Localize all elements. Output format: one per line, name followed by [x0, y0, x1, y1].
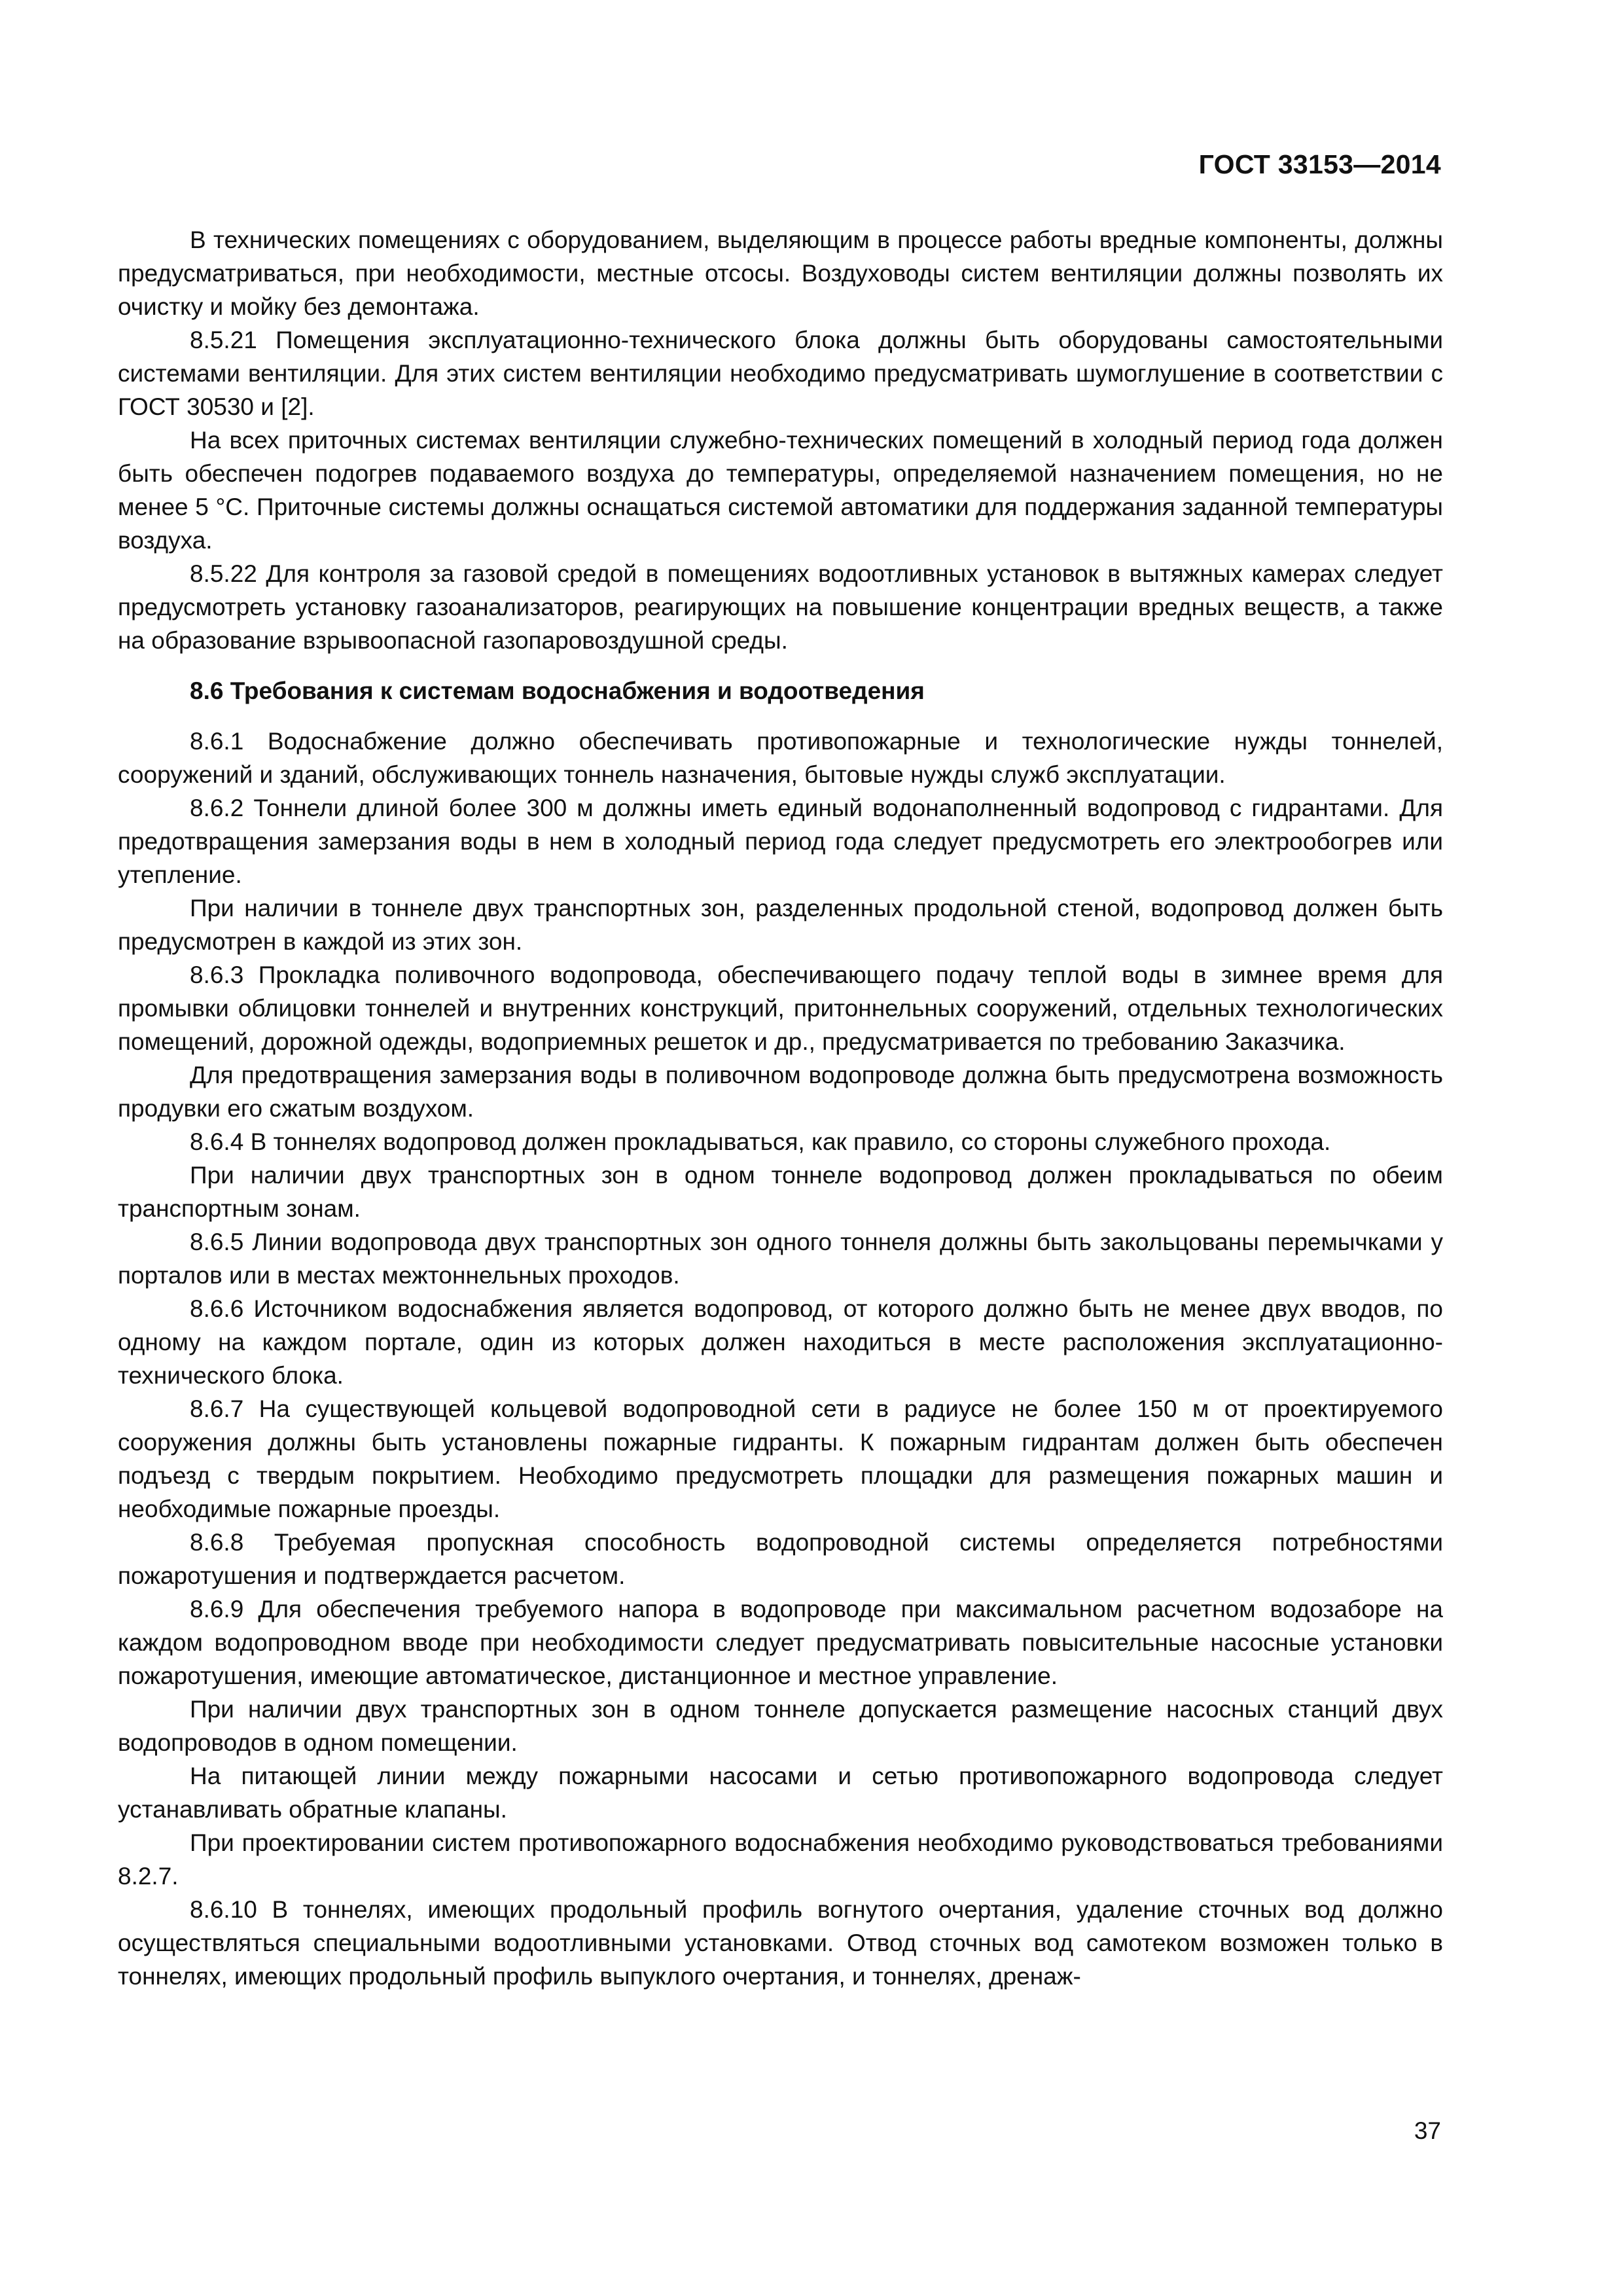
paragraph: На всех приточных системах вентиляции служебно-технических помещений в холодный период года должен быть обеспечен подогрев подаваемого воздуха до температуры, определяемой назначением помещения, но не менее 5 °С. Приточные системы должны оснащаться системой автоматики для поддержания заданной температуры воздуха.: [118, 427, 1443, 554]
document-header: ГОСТ 33153—2014: [1198, 149, 1441, 179]
paragraph: 8.6.9 Для обеспечения требуемого напора в водопроводе при максимальном расчетном водозаборе на каждом водопроводном вводе при необходимости следует предусматривать повысительные насосные установки пожаротушения, имеющие автоматическое, дистанционное и местное управление.: [118, 1596, 1443, 1689]
paragraph: 8.6.7 На существующей кольцевой водопроводной сети в радиусе не более 150 м от проектируемого сооружения должны быть установлены пожарные гидранты. К пожарным гидрантам должен быть обеспечен подъезд с твердым покрытием. Необходимо предусмотреть площадки для размещения пожарных машин и необходимые пожарные проезды.: [118, 1395, 1443, 1522]
paragraph: На питающей линии между пожарными насосами и сетью противопожарного водопровода следует устанавливать обратные клапаны.: [118, 1763, 1443, 1823]
page-content: [118, 223, 1443, 1993]
paragraph: При проектировании систем противопожарного водоснабжения необходимо руководствоваться требованиями 8.2.7.: [118, 1829, 1443, 1890]
paragraph: 8.6.3 Прокладка поливочного водопровода, обеспечивающего подачу теплой воды в зимнее время для промывки облицовки тоннелей и внутренних конструкций, притоннельных сооружений, отдельных технологических помещений, дорожной одежды, водоприемных решеток и др., предусматривается по требованию Заказчика.: [118, 961, 1443, 1055]
paragraph: В технических помещениях с оборудованием, выделяющим в процессе работы вредные компоненты, должны предусматриваться, при необходимости, местные отсосы. Воздуховоды систем вентиляции должны позволять их очистку и мойку без демонтажа.: [118, 226, 1443, 320]
paragraph: 8.6.10 В тоннелях, имеющих продольный профиль вогнутого очертания, удаление сточных вод должно осуществляться специальными водоотливными установками. Отвод сточных вод самотеком возможен только в тоннелях, имеющих продольный профиль выпуклого очертания, и тоннелях, дренаж-: [118, 1896, 1443, 1990]
paragraph: При наличии двух транспортных зон в одном тоннеле водопровод должен прокладываться по обеим транспортным зонам.: [118, 1162, 1443, 1222]
paragraph: 8.6.8 Требуемая пропускная способность водопроводной системы определяется потребностями пожаротушения и подтверждается расчетом.: [118, 1529, 1443, 1589]
page-number: 37: [1414, 2117, 1441, 2144]
paragraph: 8.5.22 Для контроля за газовой средой в помещениях водоотливных установок в вытяжных камерах следует предусмотреть установку газоанализаторов, реагирующих на повышение концентрации вредных веществ, а также на образование взрывоопасной газопаровоздушной среды.: [118, 560, 1443, 654]
paragraph: 8.6.6 Источником водоснабжения является водопровод, от которого должно быть не менее двух вводов, по одному на каждом портале, один из которых должен находиться в месте расположения эксплуатационно-технического блока.: [118, 1295, 1443, 1389]
paragraph: 8.6.1 Водоснабжение должно обеспечивать противопожарные и технологические нужды тоннелей, сооружений и зданий, обслуживающих тоннель назначения, бытовые нужды служб эксплуатации.: [118, 728, 1443, 788]
paragraph: При наличии двух транспортных зон в одном тоннеле допускается размещение насосных станций двух водопроводов в одном помещении.: [118, 1696, 1443, 1756]
paragraph: 8.6.2 Тоннели длиной более 300 м должны иметь единый водонаполненный водопровод с гидрантами. Для предотвращения замерзания воды в нем в холодный период года следует предусмотреть его электрообогрев или утепление.: [118, 795, 1443, 888]
paragraph: 8.6.4 В тоннелях водопровод должен прокладываться, как правило, со стороны служебного прохода.: [190, 1128, 1331, 1155]
paragraph: Для предотвращения замерзания воды в поливочном водопроводе должна быть предусмотрена возможность продувки его сжатым воздухом.: [118, 1062, 1443, 1122]
paragraph: 8.5.21 Помещения эксплуатационно-технического блока должны быть оборудованы самостоятельными системами вентиляции. Для этих систем вентиляции необходимо предусматривать шумоглушение в соответствии с ГОСТ 30530 и [2].: [118, 327, 1443, 420]
paragraph: 8.6.5 Линии водопровода двух транспортных зон одного тоннеля должны быть закольцованы перемычками у порталов или в местах межтоннельных проходов.: [118, 1229, 1443, 1289]
paragraph: При наличии в тоннеле двух транспортных зон, разделенных продольной стеной, водопровод должен быть предусмотрен в каждой из этих зон.: [118, 895, 1443, 955]
section-heading: 8.6 Требования к системам водоснабжения и водоотведения: [190, 677, 925, 704]
